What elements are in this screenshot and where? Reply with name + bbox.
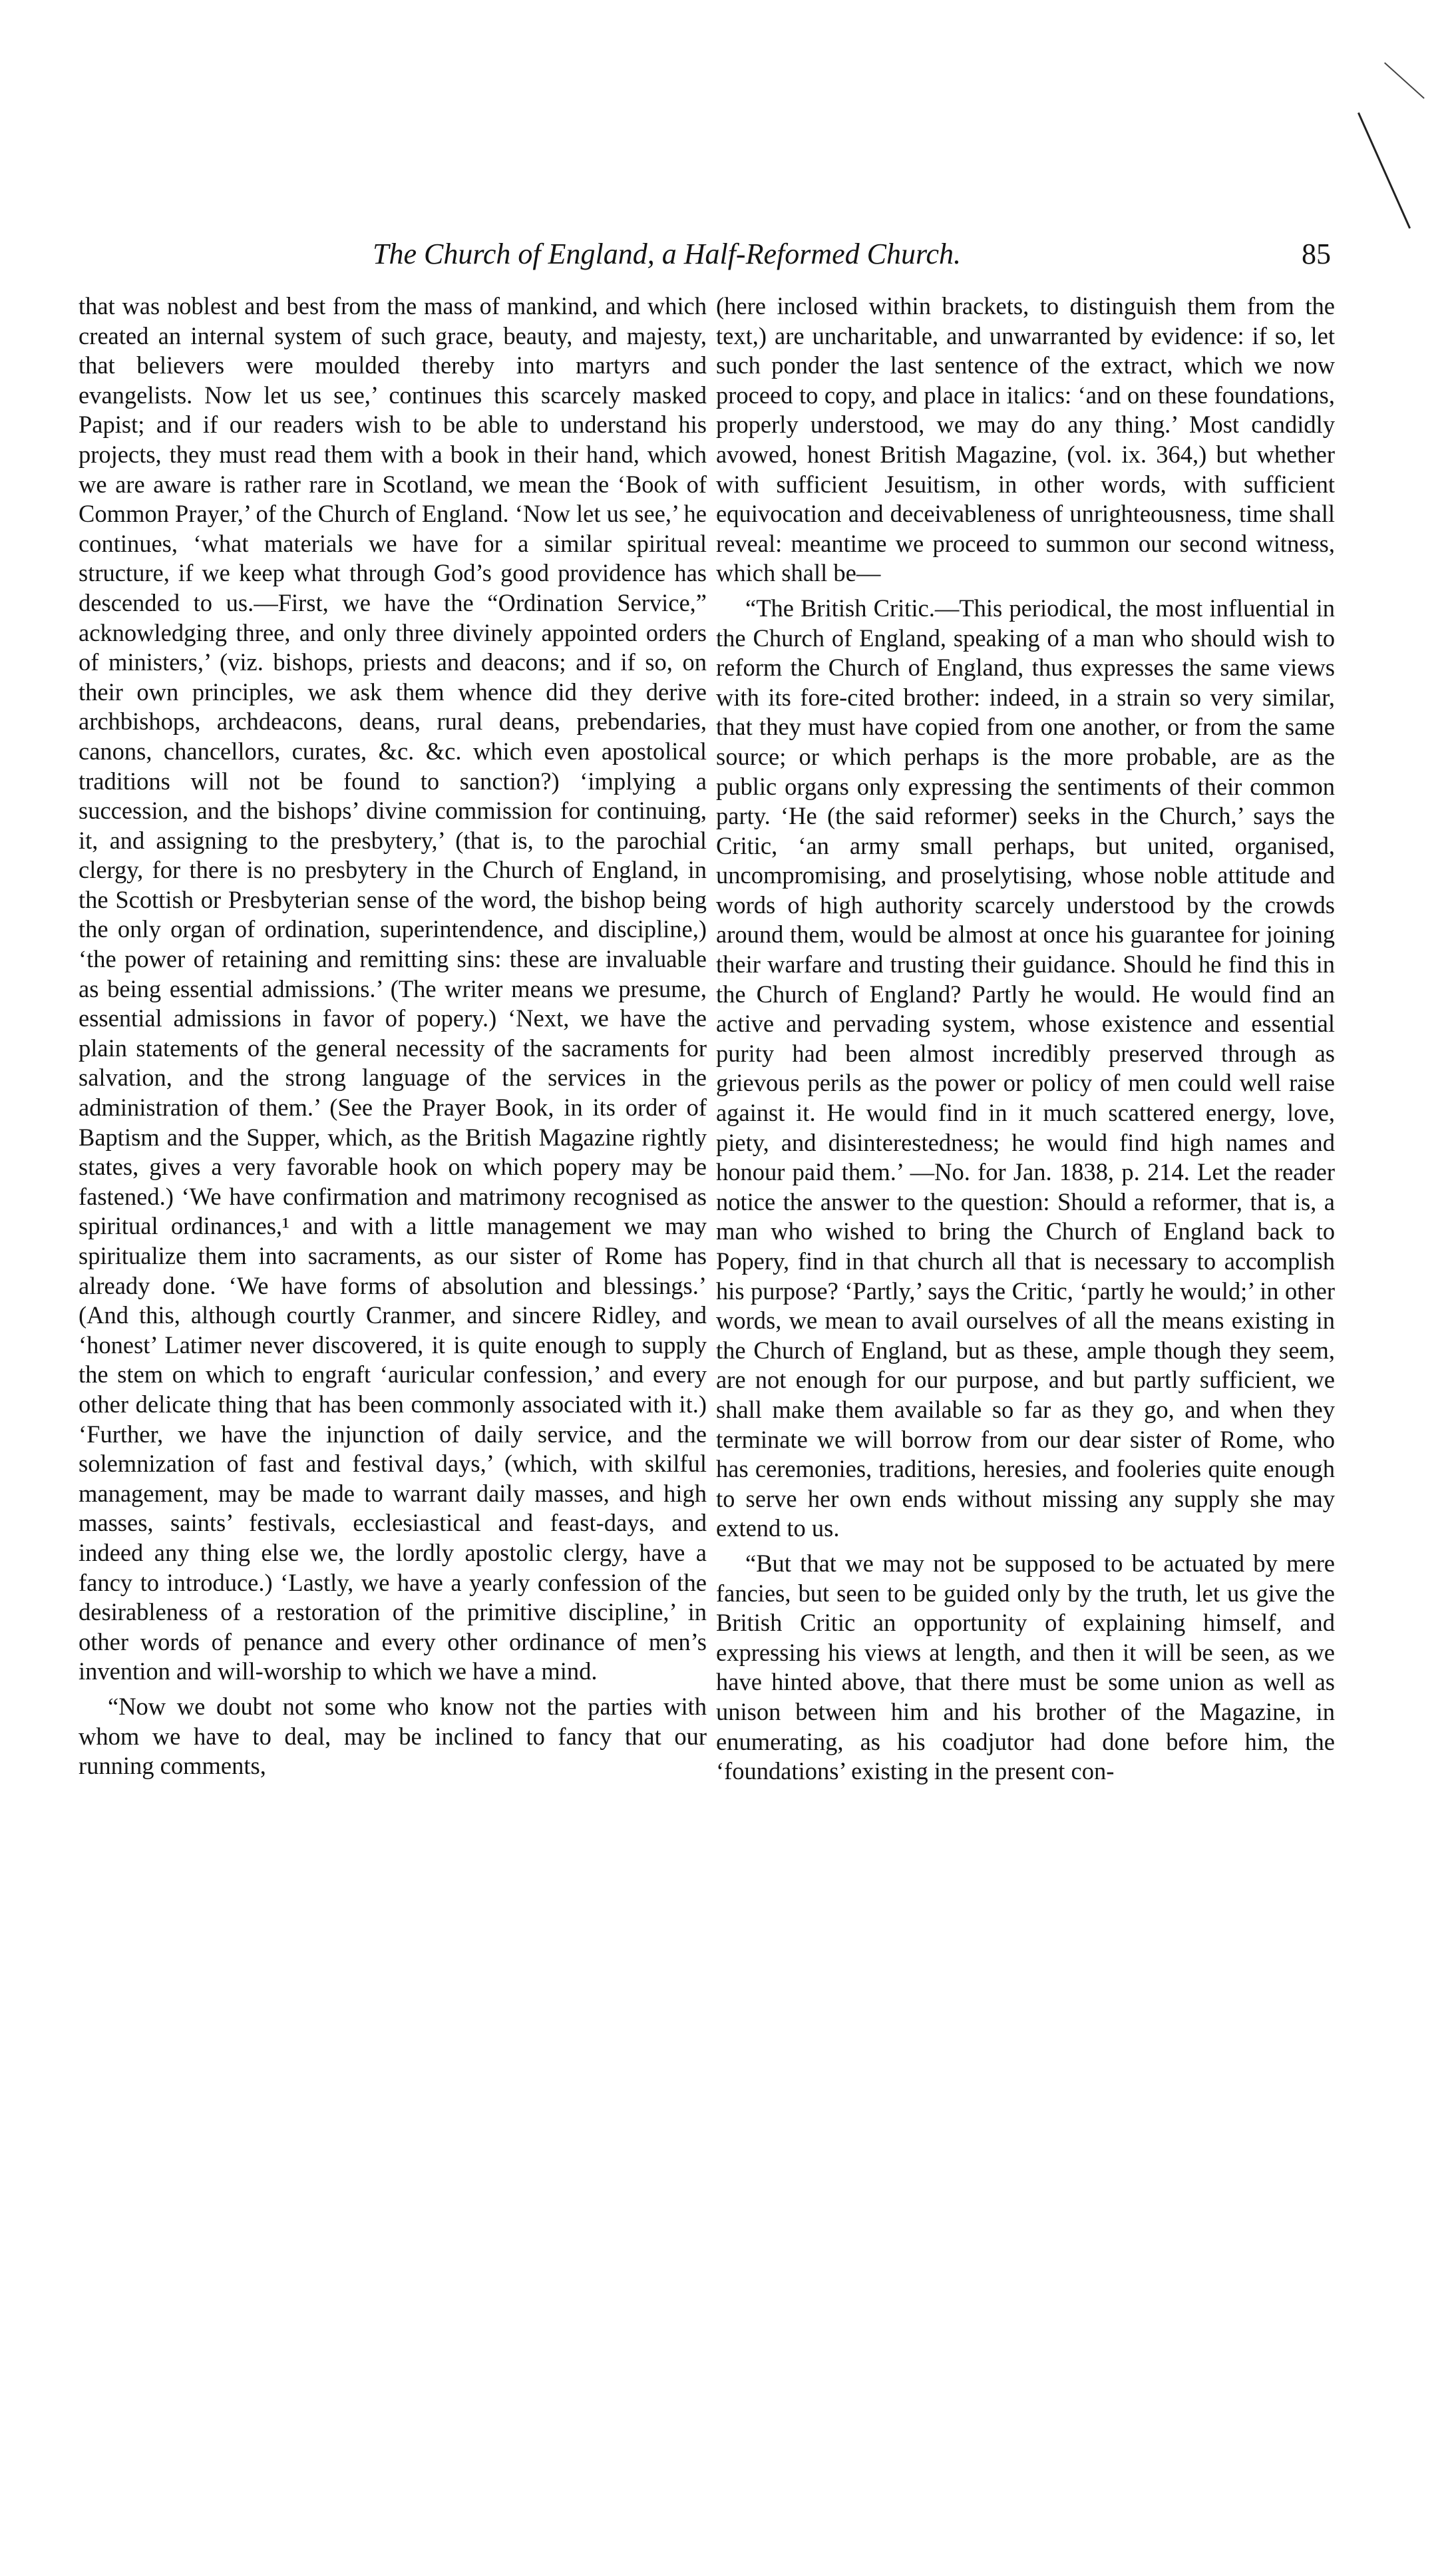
running-title: The Church of England, a Half-Reformed Church. <box>373 238 961 270</box>
page-number: 85 <box>1302 238 1331 270</box>
page-header <box>373 234 1331 281</box>
paragraph: that was noblest and best from the mass of mankind, and which created an internal system of such grace, beauty, and majesty, that believers were moulded thereby into martyrs and evangelists. Now let us see,’ continues this scarcely masked Papist; and if our readers wish to be able to understand his projects, they must read them with a book in their hand, which we are aware is rather rare in Scotland, we mean the ‘Book of Common Prayer,’ of the Church of England. ‘Now let us see,’ he continues, ‘what materials we have for a similar spiritual structure, if we keep what through God’s good providence has descended to us.—First, we have the “Ordination Service,” acknowledging three, and only three divinely appointed orders of ministers,’ (viz. bishops, priests and deacons; and if so, on their own principles, we ask them whence did they derive archbishops, archdeacons, deans, rural deans, prebendaries, canons, chancellors, curates, &c. &c. which even apostolical traditions will not be found to sanction?) ‘implying a succession, and the bishops’ divine commission for continuing, it, and assigning to the presbytery,’ (that is, to the parochial clergy, for there is no presbytery in the Church of England, in the Scottish or Presbyterian sense of the word, the bishop being the only organ of ordination, superintendence, and discipline,) ‘the power of retaining and remitting sins: these are invaluable as being essential admissions.’ (The writer means we presume, essential admissions in favor of popery.) ‘Next, we have the plain statements of the general necessity of the sacraments for salvation, and the strong language of the services in the administration of them.’ (See the Prayer Book, in its order of Baptism and the Supper, which, as the British Magazine rightly states, gives a very favorable hook on which popery may be fastened.) ‘We have confirmation and matrimony recognised as spiritual ordinances,¹ and with a little management we may spiritualize them into sacraments, as our sister of Rome has already done. ‘We have forms of absolution and blessings.’ (And this, although courtly Cranmer, and sincere Ridley, and ‘honest’ Latimer never discovered, it is quite enough to supply the stem on which to engraft ‘auricular confession,’ and every other delicate thing that has been commonly associated with it.) ‘Further, we have the injunction of daily service, and the solemnization of fast and festival days,’ (which, with skilful management, may be made to warrant daily masses, and high masses, saints’ festivals, ecclesiastical and feast-days, and indeed any thing else we, the lordly apostolic clergy, have a fancy to introduce.) ‘Lastly, we have a yearly confession of the desirableness of a restoration of the primitive discipline,’ in other words of penance and every other ordinance of men’s invention and will-worship to which we have a mind. <box>79 292 707 1685</box>
paragraph: “Now we doubt not some who know not the parties with whom we have to deal, may be inclined to fancy that our running comments, <box>79 1692 707 1780</box>
left-column <box>79 292 707 1781</box>
paragraph: “But that we may not be supposed to be actuated by mere fancies, but seen to be guided only by the truth, let us give the British Critic an opportunity of explaining himself, and expressing his views at length, and then it will be seen, as we have hinted above, that there must be some union as well as unison between him and his brother of the Magazine, in enumerating, as his coadjutor had done before him, the ‘foundations’ existing in the present con- <box>716 1549 1335 1785</box>
right-column <box>716 292 1335 1787</box>
scan-artifact-line <box>1384 63 1425 99</box>
scan-artifact-line <box>1358 112 1411 229</box>
paragraph: “The British Critic.—This periodical, the most influential in the Church of England, speaking of a man who should wish to reform the Church of England, thus expresses the same views with its fore-cited brother: indeed, in a strain so very similar, that they must have copied from one another, or from the same source; or which perhaps is the more probable, are as the public organs only expressing the sentiments of their common party. ‘He (the said reformer) seeks in the Church,’ says the Critic, ‘an army small perhaps, but united, organised, uncompromising, and proselytising, whose noble attitude and words of high authority scarcely understood by the crowds around them, would be almost at once his guarantee for joining their warfare and trusting their guidance. Should he find this in the Church of England? Partly he would. He would find an active and pervading system, whose existence and essential purity had been almost incredibly preserved through as grievous perils as the power or policy of men could well raise against it. He would find in it much scattered energy, love, piety, and disinterestedness; he would find high names and honour paid them.’ —No. for Jan. 1838, p. 214. Let the reader notice the answer to the question: Should a reformer, that is, a man who wished to bring the Church of England back to Popery, find in that church all that is necessary to accomplish his purpose? ‘Partly,’ says the Critic, ‘partly he would;’ in other words, we mean to avail ourselves of all the means existing in the Church of England, but as these, ample though they seem, are not enough for our purpose, and but partly sufficient, we shall make them available so far as they go, and when they terminate we will borrow from our dear sister of Rome, who has ceremonies, traditions, heresies, and fooleries quite enough to serve her own ends without missing any supply she may extend to us. <box>716 594 1335 1542</box>
paragraph: (here inclosed within brackets, to distinguish them from the text,) are uncharitable, and unwarranted by evidence: if so, let such ponder the last sentence of the extract, which we now proceed to copy, and place in italics: ‘and on these foundations, properly understood, we may do any thing.’ Most candidly avowed, honest British Magazine, (vol. ix. 364,) but whether with sufficient Jesuitism, in other words, with sufficient equivocation and deceivableness of unrighteousness, time shall reveal: meantime we proceed to summon our second witness, which shall be— <box>716 292 1335 587</box>
